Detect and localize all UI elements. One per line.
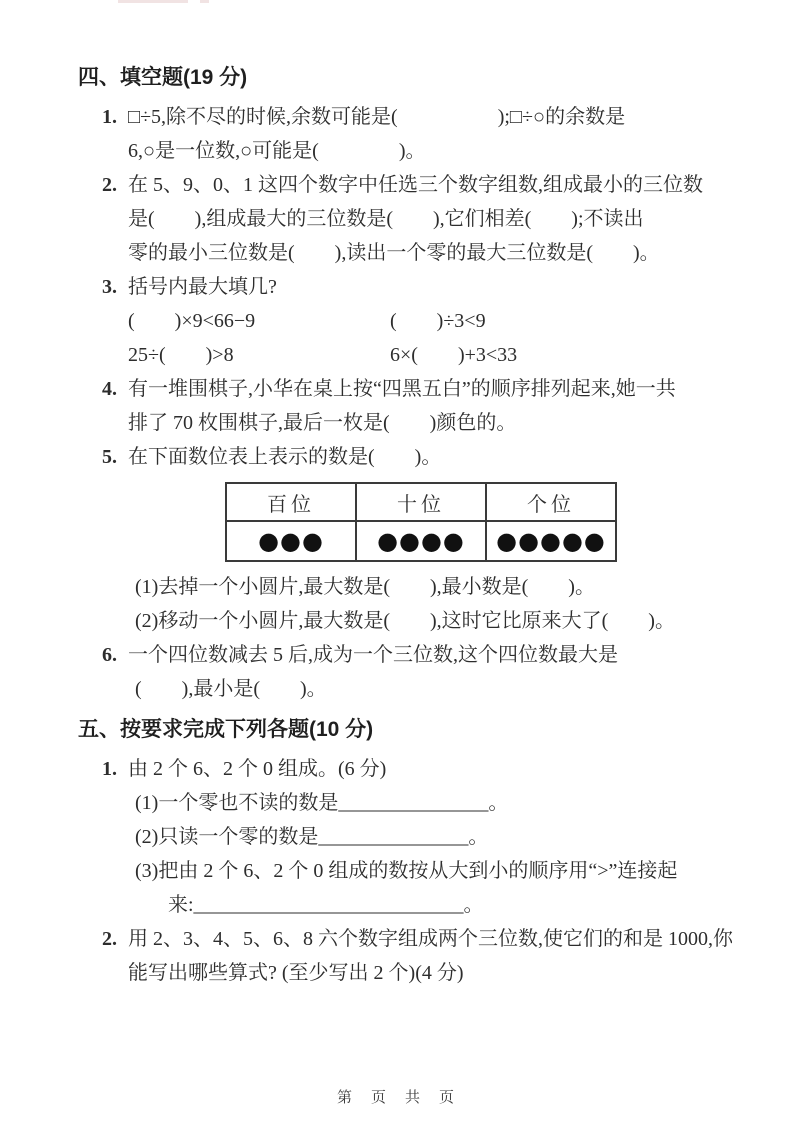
question-line: 有一堆围棋子,小华在桌上按“四黑五白”的顺序排列起来,她一共	[128, 378, 676, 400]
question-number: 4.	[102, 378, 117, 400]
question-4-2	[78, 168, 747, 270]
equation: ( )÷3<9	[390, 310, 486, 332]
place-value-table	[225, 482, 617, 562]
page-top-artifact	[118, 0, 188, 3]
question-4-5	[78, 440, 747, 638]
equation: 6×( )+3<33	[390, 344, 518, 366]
place-value-dots-row	[226, 521, 616, 561]
dots-hundreds: ●●●	[226, 521, 356, 561]
question-subline: (1)去掉一个小圆片,最大数是( ),最小数是( )。	[135, 576, 595, 598]
question-line: 能写出哪些算式? (至少写出 2 个)(4 分)	[128, 962, 464, 984]
question-number: 1.	[102, 106, 117, 128]
section-4-heading: 四、填空题(19 分)	[78, 66, 248, 89]
question-line: □÷5,除不尽的时候,余数可能是( );□÷○的余数是	[128, 106, 626, 128]
section-5-heading: 五、按要求完成下列各题(10 分)	[78, 718, 374, 741]
question-4-1	[78, 100, 747, 168]
equation: 25÷( )>8	[128, 344, 234, 366]
question-line: 在下面数位表上表示的数是( )。	[128, 446, 442, 468]
question-line: 用 2、3、4、5、6、8 六个数字组成两个三位数,使它们的和是 1000,你	[128, 928, 733, 950]
question-number: 1.	[102, 758, 117, 780]
place-value-header-row	[226, 483, 616, 521]
question-line: ( ),最小是( )。	[135, 678, 327, 700]
question-number: 3.	[102, 276, 117, 298]
question-subline: (2)只读一个零的数是_______________。	[135, 826, 489, 848]
question-line: 由 2 个 6、2 个 0 组成。(6 分)	[128, 758, 387, 780]
question-5-1	[78, 752, 747, 922]
dots-tens: ●●●●	[356, 521, 486, 561]
question-line: 排了 70 枚围棋子,最后一枚是( )颜色的。	[128, 412, 517, 434]
dots-ones: ●●●●●	[486, 521, 616, 561]
footer-page-label: 第 页 共 页	[336, 1090, 456, 1106]
question-number: 2.	[102, 174, 117, 196]
table-header-ones: 个位	[486, 483, 616, 521]
question-subline: (1)一个零也不读的数是_______________。	[135, 792, 509, 814]
question-number: 2.	[102, 928, 117, 950]
question-5-2	[78, 922, 747, 990]
question-4-3	[78, 270, 747, 372]
question-subline: (3)把由 2 个 6、2 个 0 组成的数按从大到小的顺序用“>”连接起	[135, 860, 678, 882]
question-line: 括号内最大填几?	[128, 276, 277, 298]
question-line: 6,○是一位数,○可能是( )。	[128, 140, 426, 162]
page-top-artifact-small	[200, 0, 209, 3]
question-line: 在 5、9、0、1 这四个数字中任选三个数字组数,组成最小的三位数	[128, 174, 703, 196]
question-line: 零的最小三位数是( ),读出一个零的最大三位数是( )。	[128, 242, 660, 264]
question-subline: (2)移动一个小圆片,最大数是( ),这时它比原来大了( )。	[135, 610, 675, 632]
equation-grid	[128, 304, 747, 372]
table-header-tens: 十位	[356, 483, 486, 521]
table-header-hundreds: 百位	[226, 483, 356, 521]
question-4-4	[78, 372, 747, 440]
question-4-6	[78, 638, 747, 706]
question-number: 5.	[102, 446, 117, 468]
question-line: 是( ),组成最大的三位数是( ),它们相差( );不读出	[128, 208, 644, 230]
question-subline: 来:___________________________。	[168, 894, 484, 916]
equation: ( )×9<66−9	[128, 310, 256, 332]
question-number: 6.	[102, 644, 117, 666]
question-line: 一个四位数减去 5 后,成为一个三位数,这个四位数最大是	[128, 644, 618, 666]
